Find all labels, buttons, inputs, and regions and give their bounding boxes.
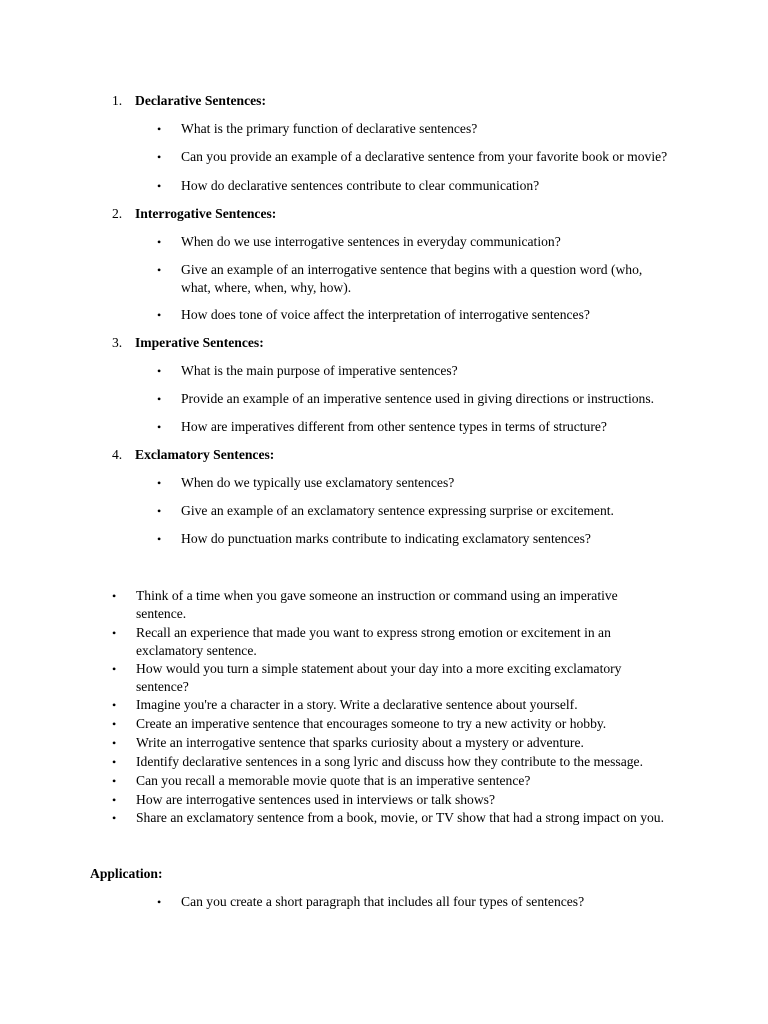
bullet-icon: • xyxy=(157,235,162,249)
question-text: Give an example of an exclamatory sentence expressing surprise or excitement. xyxy=(181,503,614,518)
prompt-text: How would you turn a simple statement about your day into a more exciting exclamatory sentence? xyxy=(136,661,622,694)
prompt-text: Share an exclamatory sentence from a book, movie, or TV show that had a strong impact on you. xyxy=(136,810,665,825)
section-title: Imperative Sentences: xyxy=(135,335,264,350)
section-heading-declarative xyxy=(0,92,768,110)
bullet-icon: • xyxy=(157,150,162,164)
bullet-icon: • xyxy=(112,717,117,731)
bullet-icon: • xyxy=(112,662,117,676)
bullet-icon: • xyxy=(112,589,117,603)
question-text: Give an example of an interrogative sentence that begins with a question word (who, what, where, when, why, how). xyxy=(181,262,643,295)
bullet-icon: • xyxy=(112,698,117,712)
prompt-text: Identify declarative sentences in a song lyric and discuss how they contribute to the message. xyxy=(136,754,643,769)
prompt-text: Think of a time when you gave someone an instruction or command using an imperative sentence. xyxy=(136,588,618,621)
section-number: 1. xyxy=(112,93,123,108)
application-heading: Application: xyxy=(90,866,163,881)
question-text: When do we use interrogative sentences in everyday communication? xyxy=(181,234,561,249)
question-text: How are imperatives different from other sentence types in terms of structure? xyxy=(181,419,607,434)
question-text: How do punctuation marks contribute to indicating exclamatory sentences? xyxy=(181,531,591,546)
question-text: Can you provide an example of a declarative sentence from your favorite book or movie? xyxy=(181,149,668,164)
question-text: How do declarative sentences contribute to clear communication? xyxy=(181,178,540,193)
question-text: What is the primary function of declarative sentences? xyxy=(181,121,478,136)
prompt-text: Can you recall a memorable movie quote that is an imperative sentence? xyxy=(136,773,531,788)
prompt-text: Create an imperative sentence that encourages someone to try a new activity or hobby. xyxy=(136,716,607,731)
bullet-icon: • xyxy=(112,811,117,825)
bullet-icon: • xyxy=(112,774,117,788)
bullet-icon: • xyxy=(157,476,162,490)
section-number: 3. xyxy=(112,335,123,350)
bullet-icon: • xyxy=(112,793,117,807)
bullet-icon: • xyxy=(112,755,117,769)
question-text: Can you create a short paragraph that includes all four types of sentences? xyxy=(181,894,585,909)
section-heading-interrogative xyxy=(0,205,768,223)
prompt-text: Write an interrogative sentence that sparks curiosity about a mystery or adventure. xyxy=(136,735,584,750)
section-heading-imperative xyxy=(0,334,768,352)
question-text: When do we typically use exclamatory sentences? xyxy=(181,475,455,490)
bullet-icon: • xyxy=(157,895,162,909)
bullet-icon: • xyxy=(157,364,162,378)
bullet-icon: • xyxy=(157,179,162,193)
section-title: Declarative Sentences: xyxy=(135,93,266,108)
question-text: Provide an example of an imperative sentence used in giving directions or instructions. xyxy=(181,391,655,406)
bullet-icon: • xyxy=(157,504,162,518)
bullet-icon: • xyxy=(157,122,162,136)
bullet-icon: • xyxy=(157,420,162,434)
bullet-icon: • xyxy=(157,263,162,277)
bullet-icon: • xyxy=(112,736,117,750)
section-title: Exclamatory Sentences: xyxy=(135,447,275,462)
bullet-icon: • xyxy=(157,308,162,322)
prompt-text: Imagine you're a character in a story. Write a declarative sentence about yourself. xyxy=(136,697,578,712)
bullet-icon: • xyxy=(157,532,162,546)
question-text: What is the main purpose of imperative sentences? xyxy=(181,363,458,378)
section-heading-exclamatory xyxy=(0,446,768,464)
bullet-icon: • xyxy=(157,392,162,406)
section-title: Interrogative Sentences: xyxy=(135,206,277,221)
prompt-text: How are interrogative sentences used in interviews or talk shows? xyxy=(136,792,495,807)
bullet-icon: • xyxy=(112,626,117,640)
section-number: 4. xyxy=(112,447,123,462)
question-text: How does tone of voice affect the interpretation of interrogative sentences? xyxy=(181,307,590,322)
prompt-text: Recall an experience that made you want to express strong emotion or excitement in an exclamatory sentence. xyxy=(136,625,611,658)
section-number: 2. xyxy=(112,206,123,221)
